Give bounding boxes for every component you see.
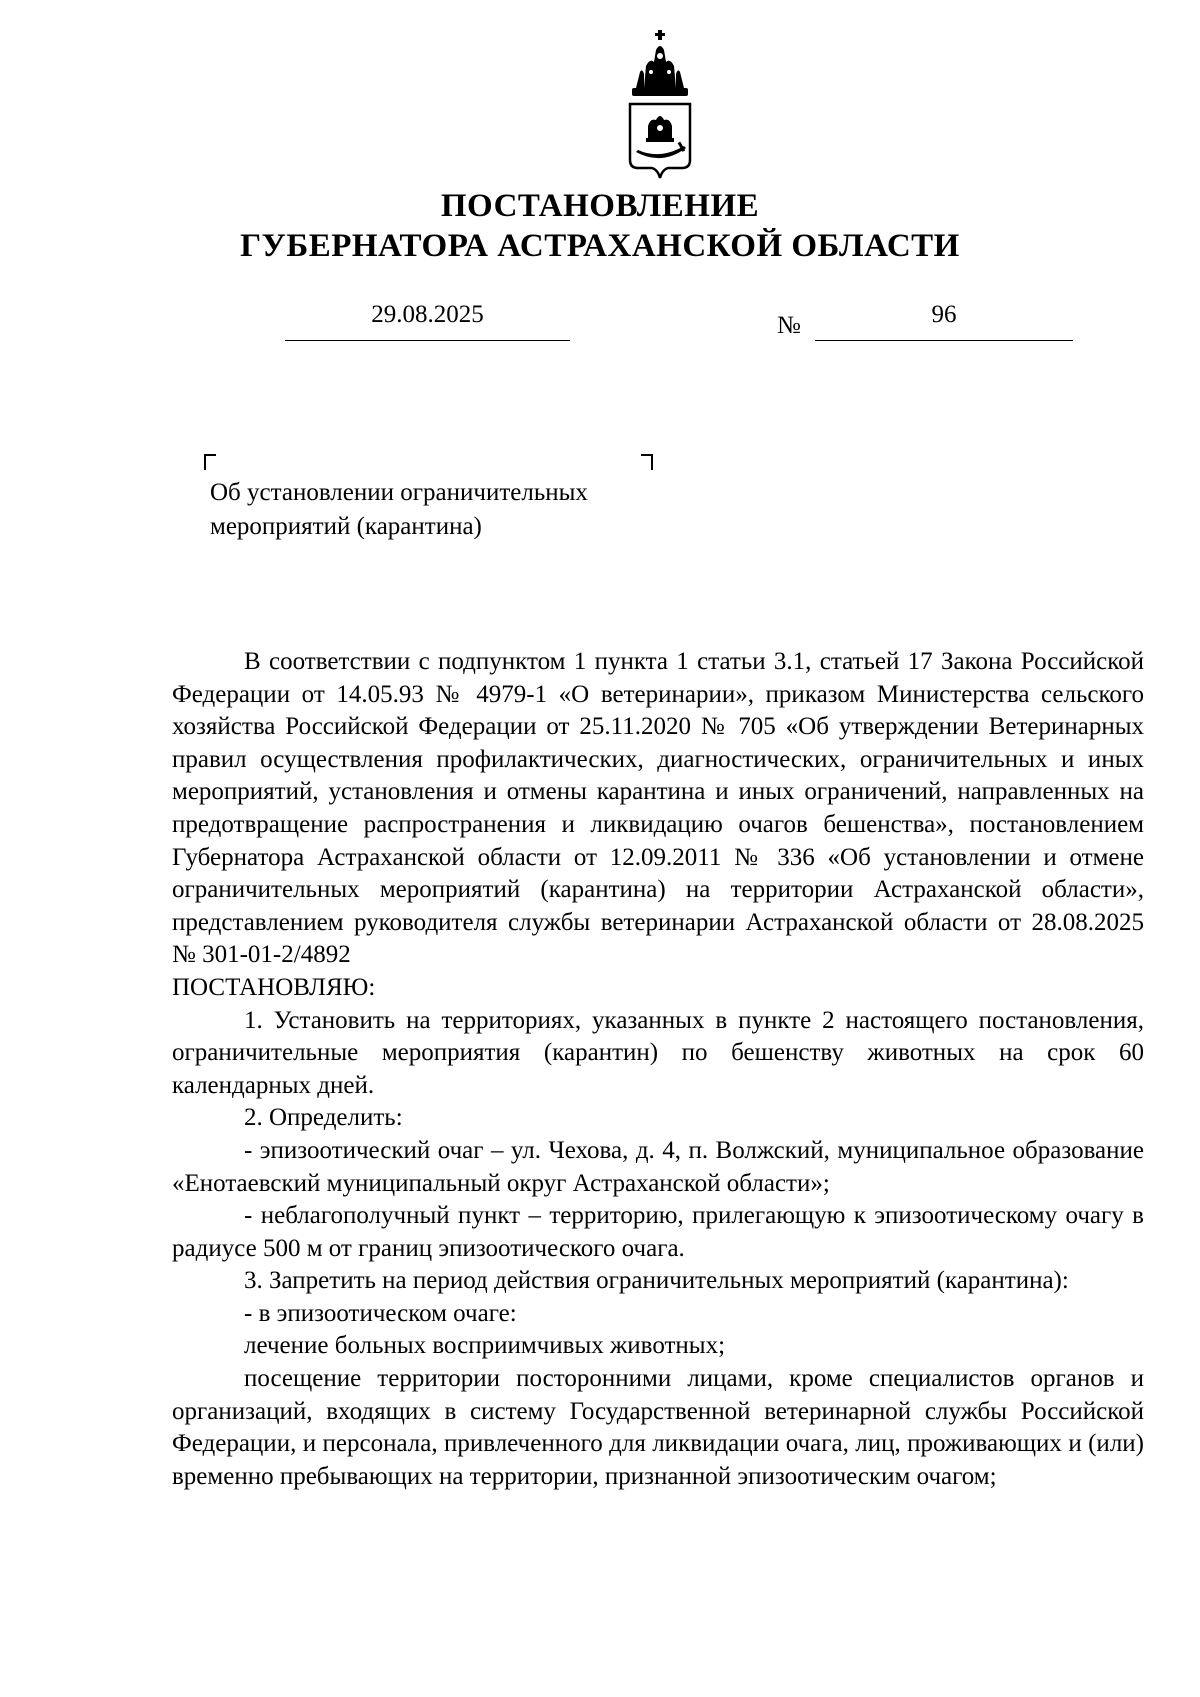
document-body (172, 646, 1144, 1493)
clause-3-prohibition: посещение территории посторонними лицами, кроме специалистов органов и организаций, входящих в систему Государственной ветеринарной службы Российской Федерации, и персонала, привлеченного для ликвидации очага, лиц, проживающих и (или) временно пребывающих на территории, признанной эпизоотическим очагом; (172, 1365, 1144, 1490)
document-date: 29.08.2025 (371, 301, 484, 328)
subject-corner-mark-right (641, 454, 653, 470)
document-title: ПОСТАНОВЛЕНИЕ (440, 188, 760, 224)
clause-2-item-area: - неблагополучный пункт – территорию, прилегающую к эпизоотическому очагу в радиусе 500 м от границ эпизоотического очага. (172, 1202, 1144, 1262)
coat-of-arms-emblem (622, 28, 698, 180)
number-underline (815, 340, 1073, 341)
subject-line: мероприятий (карантина) (210, 513, 482, 540)
document-subject (210, 476, 588, 544)
clause-3: 3. Запретить на период действия ограничительных мероприятий (карантина): (244, 1267, 1069, 1295)
date-underline (285, 340, 570, 341)
subject-corner-mark-left (204, 454, 216, 470)
document-number: 96 (931, 301, 957, 328)
clause-1: 1. Установить на территориях, указанных в пункте 2 настоящего постановления, ограничительные мероприятия (карантин) по бешенству животных на срок 60 календарных дней. (172, 1006, 1144, 1099)
subject-line: Об установлении ограничительных (210, 479, 588, 506)
issuing-authority: ГУБЕРНАТОРА АСТРАХАНСКОЙ ОБЛАСТИ (240, 228, 960, 264)
preamble-paragraph: В соответствии с подпунктом 1 пункта 1 статьи 3.1, статьей 17 Закона Российской Федерации от 14.05.93 № 4979-1 «О ветеринарии», приказом Министерства сельского хозяйства Российской Федерации от 25.11.2020 № 705 «Об утверждении Ветеринарных правил осуществления профилактических, диагностических, ограничительных и иных мероприятий, установления и отмены карантина и иных ограничений, направленных на предотвращение распространения и ликвидацию очагов бешенства», постановлением Губернатора Астраханской области от 12.09.2011 № 336 «Об установлении и отмене ограничительных мероприятий (карантина) на территории Астраханской области», представлением руководителя службы ветеринарии Астраханской области от 28.08.2025 № 301-01-2/4892 (172, 648, 1144, 969)
clause-3-item-focus: - в эпизоотическом очаге: (244, 1299, 517, 1327)
clause-3-prohibition: лечение больных восприимчивых животных; (244, 1332, 726, 1360)
decree-word: ПОСТАНОВЛЯЮ: (172, 973, 376, 1001)
clause-2: 2. Определить: (244, 1104, 403, 1132)
clause-2-item-focus: - эпизоотический очаг – ул. Чехова, д. 4, п. Волжский, муниципальное образование «Енотаевский муниципальный округ Астраханской области»; (172, 1136, 1144, 1197)
number-sign: № (777, 312, 801, 339)
